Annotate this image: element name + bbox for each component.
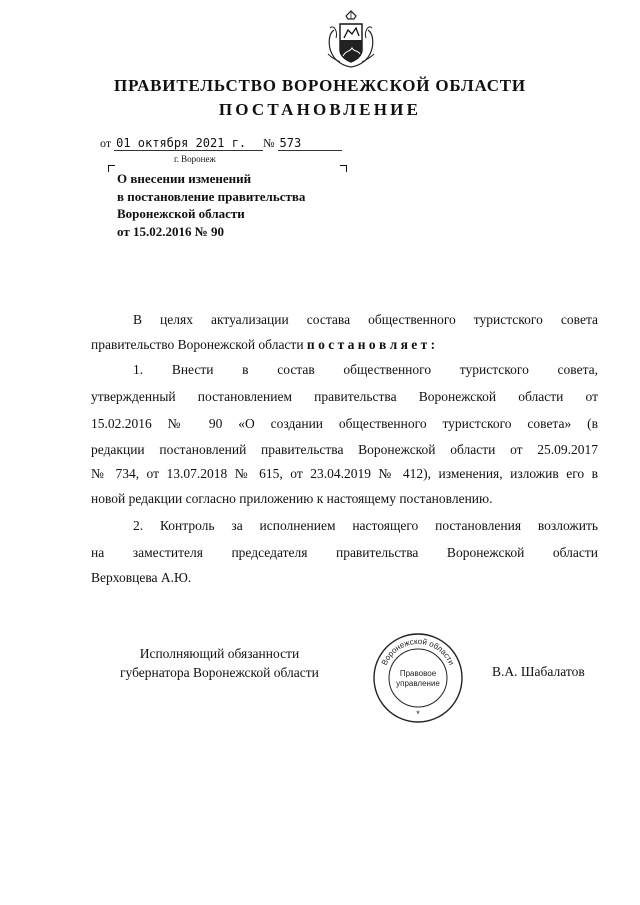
seal-star: * xyxy=(416,709,420,719)
government-title: ПРАВИТЕЛЬСТВО ВОРОНЕЖСКОЙ ОБЛАСТИ xyxy=(114,76,526,95)
paragraph-line: редакции постановлений правительства Воронежской области от 25.09.2017 xyxy=(91,442,598,457)
seal-ring-text: Воронежской области xyxy=(379,636,457,667)
coat-of-arms-icon xyxy=(326,10,376,68)
resolves-word: п о с т а н о в л я е т : xyxy=(306,337,436,352)
signatory-position xyxy=(120,644,319,682)
paragraph-line: утвержденный постановлением правительства Воронежской области от xyxy=(91,389,598,404)
paragraph-text: правительство Воронежской области xyxy=(91,337,304,352)
paragraph-line: В целях актуализации состава общественного туристского совета xyxy=(133,312,598,327)
paragraph-line: 1. Внести в состав общественного туристского совета, xyxy=(133,362,598,377)
number-field: 573 xyxy=(278,136,342,151)
position-line: губернатора Воронежской области xyxy=(120,665,319,680)
paragraph-line: 2. Контроль за исполнением настоящего постановления возложить xyxy=(133,518,598,533)
paragraph-line: Верховцева А.Ю. xyxy=(91,570,192,585)
paragraph-line xyxy=(91,337,598,353)
subject-line: в постановление правительства xyxy=(117,188,306,204)
paragraph-line: № 734, от 13.07.2018 № 615, от 23.04.2019 № 412), изменения, изложив его в xyxy=(91,466,598,481)
document-type-title: ПОСТАНОВЛЕНИЕ xyxy=(218,100,422,119)
subject-line: от 15.02.2016 № 90 xyxy=(117,223,225,239)
date-field: 01 октября 2021 г. xyxy=(114,136,263,151)
paragraph-line: новой редакции согласно приложению к настоящему постановлению. xyxy=(91,491,493,506)
subject-bracket-right xyxy=(340,165,347,172)
official-seal-icon xyxy=(371,631,465,725)
paragraph-line: 15.02.2016 № 90 «О создании общественного туристского совета» (в xyxy=(91,416,598,431)
subject-bracket-left xyxy=(108,165,115,172)
date-prefix: от xyxy=(100,136,112,150)
position-line: Исполняющий обязанности xyxy=(139,646,300,661)
subject-line: Воронежской области xyxy=(117,206,245,221)
number-sign: № xyxy=(263,136,275,150)
date-number-line xyxy=(100,136,342,151)
seal-center-line: управление xyxy=(396,679,440,688)
subject-block xyxy=(117,170,305,240)
city-label: г. Воронеж xyxy=(174,154,216,164)
paragraph-line: на заместителя председателя правительства Воронежской области xyxy=(91,545,598,560)
subject-line: О внесении изменений xyxy=(117,171,252,186)
signatory-name: В.А. Шабалатов xyxy=(492,664,585,679)
seal-center-line: Правовое xyxy=(399,669,437,678)
